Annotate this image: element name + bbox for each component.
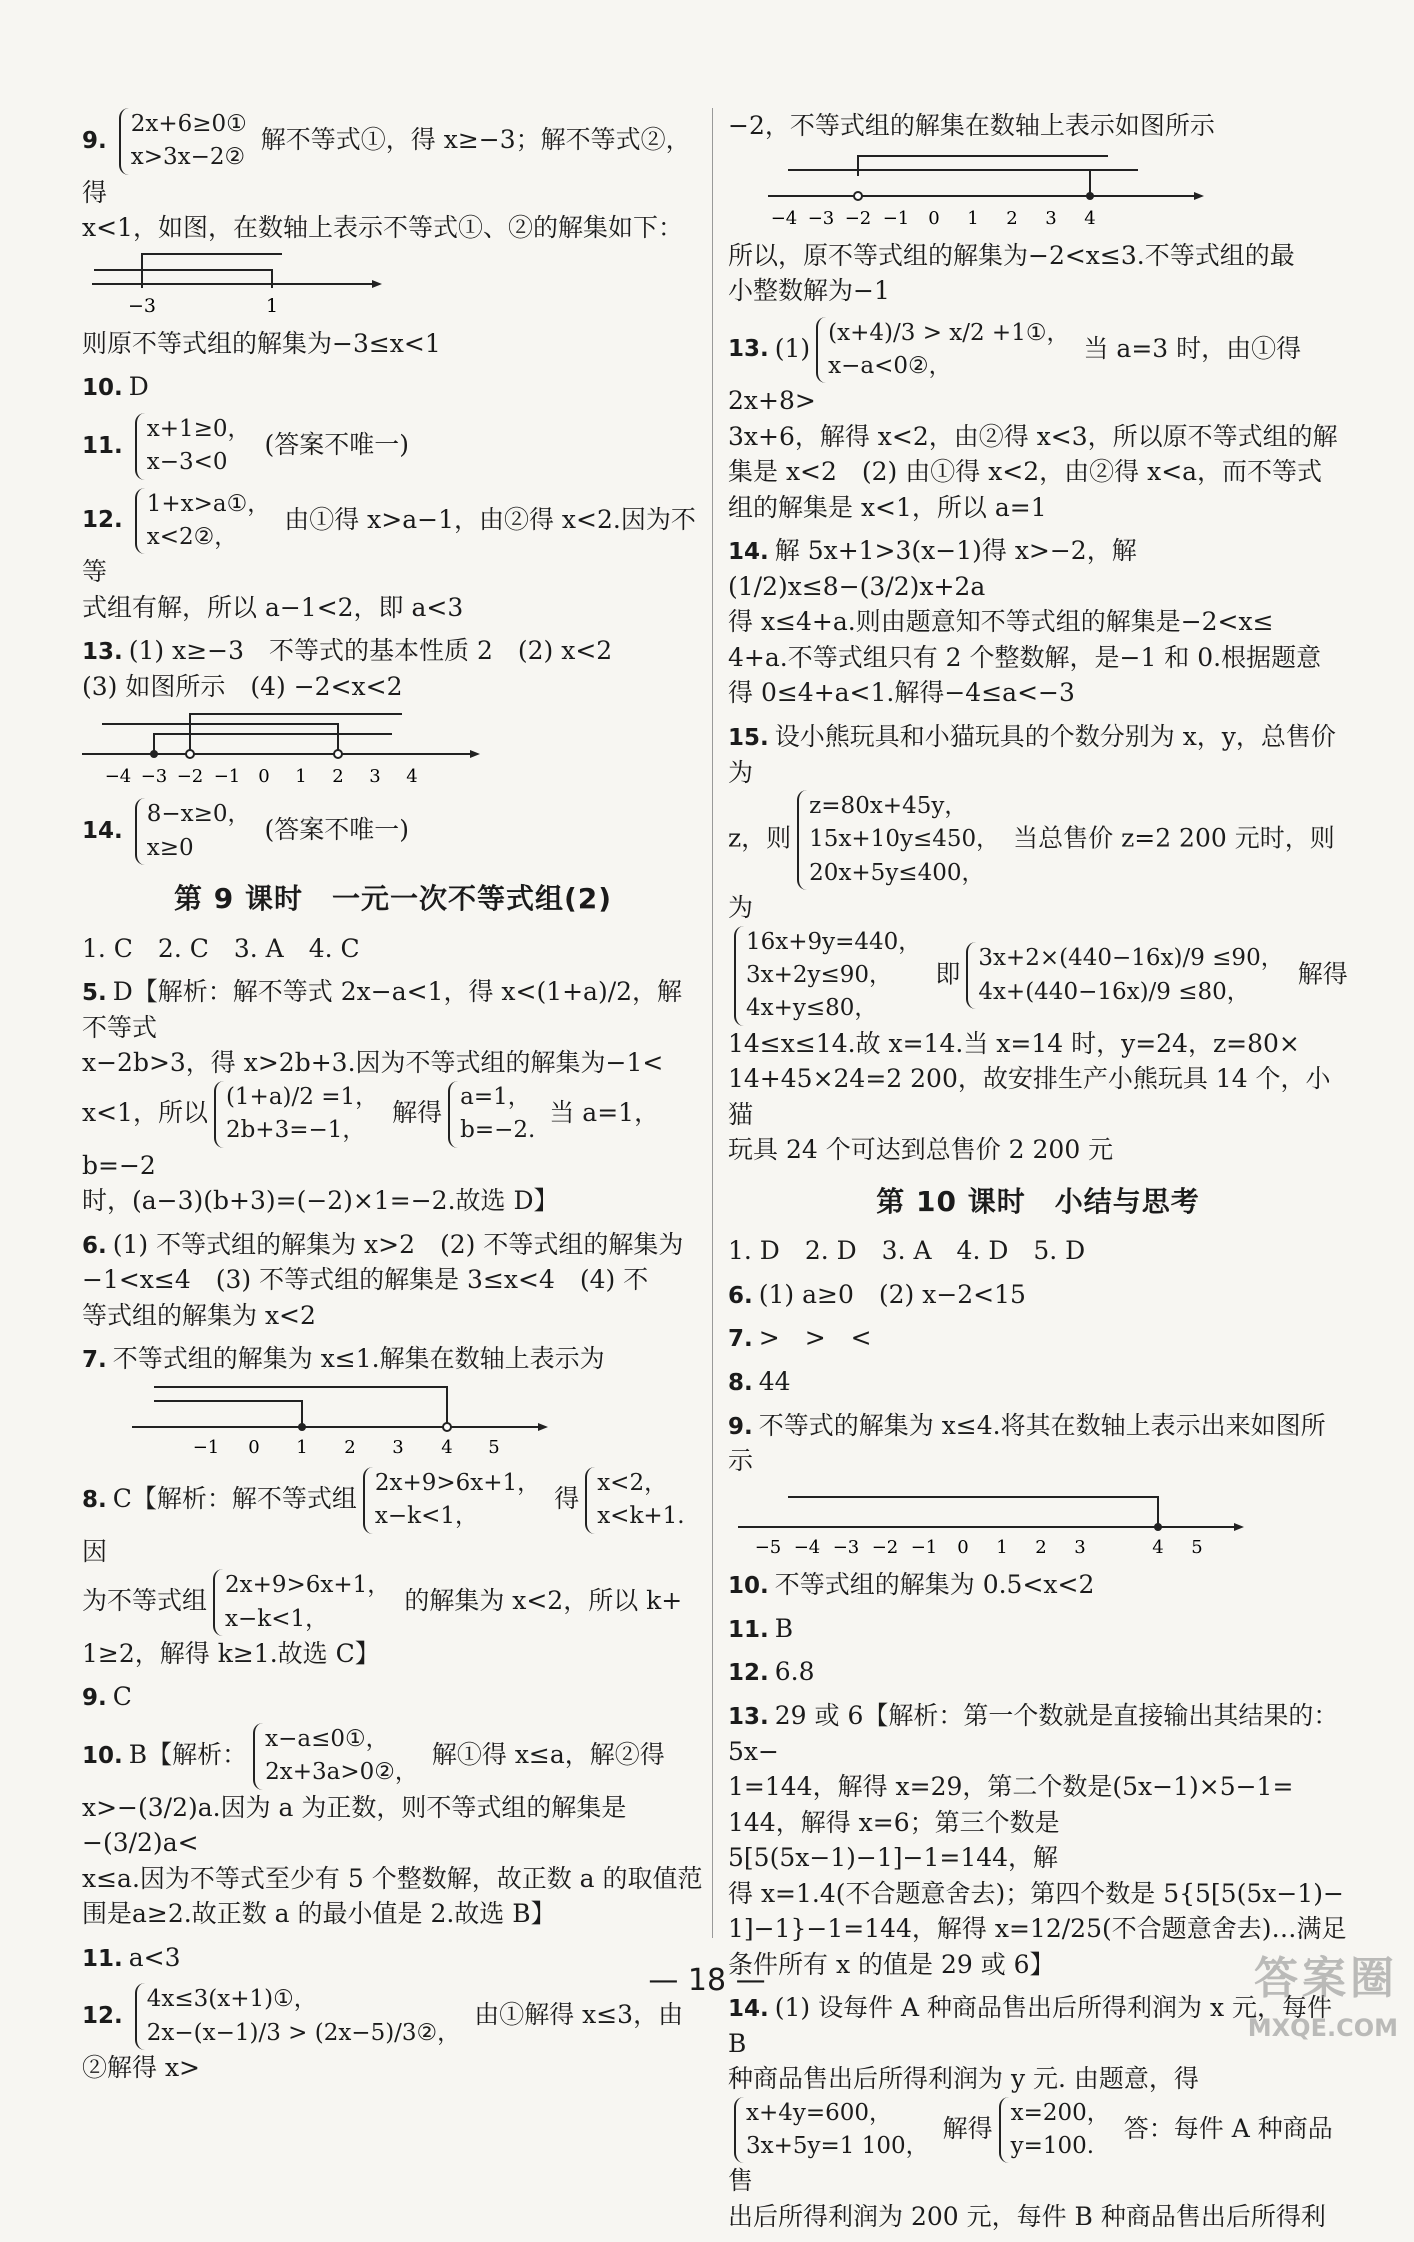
tick-label: 4 [406,766,418,788]
answer-text: 44 [758,1367,791,1397]
number-line-q13 [82,708,704,788]
number-line-t9 [728,1483,1348,1557]
tick-label: −5 [754,1536,782,1557]
answer-text: −2，不等式组的解集在数轴上表示如图所示 [728,111,1215,140]
item-number: 10. [728,1572,769,1599]
answer-text: 不等式组的解集为 0.5<x<2 [774,1569,1095,1599]
item-number: 11. [728,1616,769,1643]
watermark [1248,1948,1398,2045]
answer-text: z，则 [728,823,792,853]
answer-text: 得 0≤4+a<1.解得−4≤a<−3 [728,678,1075,708]
item-number: 10. [82,375,123,402]
tick-label: 0 [957,1536,969,1557]
answer-text: 出后所得利润为 200 元，每件 B 种商品售出后所得利 [728,2201,1326,2231]
sys-line: 4x+(440−16x)/9 ≤80， [978,978,1250,1005]
answer-text: 由①得 x>a−1，由②得 x<2.因为不等 [82,504,696,587]
sys-line: y=100. [1010,2133,1095,2160]
page-number: — 18 — [648,1963,766,1998]
tick-label: −3 [832,1536,860,1557]
number-line-s7 [82,1381,704,1457]
answer-12 [82,488,704,626]
answer-text: a<3 [128,1942,181,1972]
inequality-system [135,413,259,480]
tick-label: 4 [1152,1536,1164,1557]
answer-r14 [728,533,1348,711]
answer-text: 14≤x≤14.故 x=14.当 x=14 时，y=24，z=80× [728,1028,1300,1058]
answer-text: 当 a=3 时，由①得 2x+8> [728,333,1302,416]
answer-text: (答案不唯一) [264,429,410,459]
answer-11 [82,413,704,480]
answer-text: 由①解得 x≤3，由②解得 x> [82,2000,684,2083]
sys-line: 1+x>a①， [146,490,271,517]
tick-label: −1 [192,1436,220,1457]
inequality-system [363,1467,548,1534]
item-number: 6. [82,1232,107,1259]
item-number: 6. [728,1282,753,1309]
sys-line: (1+a)/2 =1， [225,1083,379,1110]
tick-label: 0 [258,766,270,788]
equation-system [448,1081,543,1148]
tick-label: 1 [295,766,307,788]
item-number: 9. [728,1413,753,1440]
item-number: 14. [728,539,769,566]
tick-label: −4 [104,766,132,788]
tick-label: 2 [1035,1536,1047,1557]
answer-text: x≤a.因为不等式至少有 5 个整数解，故正数 a 的取值范 [82,1863,703,1893]
tick-label: 1 [296,1436,308,1457]
section-title-lesson-9: 第 9 课时 一元一次不等式组(2) [173,882,613,916]
answer-text: 14+45×24=2 200，故安排生产小熊玩具 14 个，小猫 [728,1064,1331,1129]
tick-label: 0 [248,1436,260,1457]
item-number: 7. [728,1326,753,1353]
sys-line: z=80x+45y， [809,793,968,819]
answer-text: (1) x≥−3 不等式的基本性质 2 (2) x<2 [128,636,613,666]
sys-line: x=200， [1010,2099,1110,2126]
item-number: 9. [82,127,107,154]
answer-text: 玩具 24 个可达到总售价 2 200 元 [728,1135,1114,1165]
section-title-lesson-10: 第 10 课时 小结与思考 [876,1184,1200,1218]
answer-text: 4+a.不等式组只有 2 个整数解，是−1 和 0.根据题意 [728,642,1322,672]
inequality-system [797,790,1007,890]
answer-text: 得 x=1.4(不合题意舍去)；第四个数是 5{5[5(5x−1)− [728,1878,1344,1908]
answer-text: 得 [554,1483,580,1513]
answer-text: x<1，如图，在数轴上表示不等式①、②的解集如下： [82,213,683,243]
answer-r15 [728,719,1348,1168]
sys-line: x<k+1. [597,1503,685,1530]
answer-text: (1) [774,333,811,363]
tick-label: 1 [996,1536,1008,1557]
answer-text: 为不等式组 [82,1586,208,1615]
item-number: 14. [728,1996,769,2023]
sys-line: x+1≥0， [146,415,251,442]
answer-text: 集是 x<2 (2) 由①得 x<2，由②得 x<a，而不等式 [728,457,1323,487]
sys-line: 2x+3a>0②， [265,1759,418,1786]
answer-text: 6.8 [774,1657,815,1687]
answer-text: 小整数解为−1 [728,276,890,305]
answer-text: (1) a≥0 (2) x−2<15 [758,1279,1026,1309]
answer-10b [82,1723,704,1932]
answer-text: 29 或 6【解析：第一个数就是直接输出其结果的：5x− [728,1700,1339,1766]
item-number: 11. [82,432,123,459]
sys-line: 4x≤3(x+1)①， [146,1986,317,2013]
tick-label: −4 [793,1536,821,1557]
inequality-system [816,317,1077,384]
sys-line: 3x+2×(440−16x)/9 ≤90， [978,945,1284,972]
sys-line: x−k<1， [374,1503,478,1530]
tick-label: −1 [213,766,241,788]
left-column [82,108,704,2094]
answer-t13 [728,1698,1348,1982]
sys-line: x<2②， [146,523,238,550]
answer-text: 1. C 2. C 3. A 4. C [82,933,360,963]
item-number: 13. [82,639,123,666]
sys-line: 3x+5y=1 100， [746,2133,929,2160]
sys-line: 2x+9>6x+1， [225,1572,391,1599]
tick-label: −3 [140,766,168,788]
answer-text: x−2b>3，得 x>2b+3.因为不等式组的解集为−1< [82,1048,664,1078]
answer-text: 144，解得 x=6；第三个数是 5[5(5x−1)−1]−1=144，解 [728,1807,1060,1873]
sys-line: x−k<1， [225,1605,329,1632]
tick-label: 4 [441,1436,453,1457]
sys-line: 2x+9>6x+1， [374,1469,541,1496]
answer-text: 围是a≥2.故正数 a 的最小值是 2.故选 B】 [82,1899,556,1929]
sys-line: x−a≤0①， [265,1726,389,1752]
answer-text: 1]−1}−1=144，解得 x=12/25(不合题意舍去)…满足 [728,1914,1347,1944]
answer-text: 所以，原不等式组的解集为−2<x≤3.不等式组的最 [728,240,1295,270]
inequality-system [135,488,278,555]
tick-label: 0 [928,207,940,228]
tick-label: 3 [1045,207,1057,228]
answers-t1-5 [728,1233,1348,1269]
sys-line: 15x+10y≤450， [809,826,1000,853]
answer-text: > > < [758,1323,872,1353]
answer-text: 1=144，解得 x=29，第二个数是(5x−1)×5−1= [728,1772,1294,1802]
inequality-system [253,1723,426,1790]
tick-label: 5 [1191,1536,1203,1557]
answer-6 [82,1227,704,1334]
item-number: 13. [728,336,769,363]
column-divider [712,108,713,1938]
tick-label: −2 [176,766,204,788]
equation-system [214,1081,386,1148]
inequality-system [585,1467,692,1534]
answer-text: 解得 [942,2113,993,2143]
sys-line: 3x+2y≤90， [746,961,893,988]
answer-t11 [728,1611,1348,1647]
answer-text: 等式组的解集为 x<2 [82,1300,316,1330]
answer-text: 即 [935,959,961,989]
item-number: 12. [82,2003,123,2030]
sys-line: (x+4)/3 > x/2 +1①， [828,319,1070,346]
inequality-system [734,926,929,1026]
sys-line: b=−2. [460,1117,536,1144]
number-line-r12 [728,148,1348,228]
answer-t6 [728,1277,1348,1313]
tick-label: −4 [770,207,798,228]
watermark-logo: 答案圈 [1254,1953,1398,2005]
sys-line: 2x−(x−1)/3 > (2x−5)/3②， [146,2019,461,2046]
inequality-system [966,942,1291,1009]
inequality-system [213,1569,398,1636]
answer-text: (答案不唯一) [264,815,410,845]
sys-line: 2x+6≥0① [130,111,247,137]
answer-t7 [728,1320,1348,1356]
answer-text: 解得 [1297,959,1348,989]
tick-label: 2 [344,1436,356,1457]
answer-text: 设小熊玩具和小猫玩具的个数分别为 x，y，总售价为 [728,721,1336,787]
answer-5 [82,974,704,1218]
answer-text: 则原不等式组的解集为−3≤x<1 [82,328,441,358]
answer-text: 式组有解，所以 a−1<2，即 a<3 [82,592,464,622]
answer-text: 解 5x+1>3(x−1)得 x>−2，解 (1/2)x≤8−(3/2)x+2a [728,536,1137,601]
tick-label: −3 [127,294,157,316]
answer-text: x<1，所以 [82,1097,208,1127]
answer-text: D [128,372,149,402]
answer-text: 解①得 x≤a，解②得 [431,1739,665,1769]
tick-label: 3 [392,1436,404,1457]
answer-text: 时，(a−3)(b+3)=(−2)×1=−2.故选 D】 [82,1186,559,1216]
sys-line: x−a<0②， [828,352,952,379]
answer-text: 3x+6，解得 x<2，由②得 x<3，所以原不等式组的解 [728,421,1338,451]
inequality-system [135,798,259,865]
answer-text: 答：每件 A 种商品售 [728,2113,1333,2196]
answer-text: 因 [82,1536,108,1566]
answer-text: 不等式的解集为 x≤4.将其在数轴上表示出来如图所示 [728,1410,1326,1476]
item-number: 10. [82,1742,123,1769]
tick-label: −1 [910,1536,938,1557]
equation-system [999,2097,1118,2164]
item-number: 5. [82,980,107,1007]
answer-text: 1. D 2. D 3. A 4. D 5. D [728,1236,1086,1266]
answer-text: 不等式组的解集为 x≤1.解集在数轴上表示为 [112,1344,605,1374]
answer-13 [82,633,704,788]
answer-t10 [728,1567,1348,1603]
item-number: 9. [82,1685,107,1712]
answer-text: B [774,1613,794,1643]
sys-line: x>3x−2② [130,144,246,171]
answer-text: 当 a=1，b=−2 [82,1097,660,1180]
answer-t9 [728,1408,1348,1557]
answer-text: (1) 设每件 A 种商品售出后所得利润为 x 元，每件 B [728,1993,1333,2058]
tick-label: 2 [1006,207,1018,228]
tick-label: 2 [332,766,344,788]
tick-label: 5 [488,1436,500,1457]
answer-10 [82,369,704,405]
answer-7 [82,1341,704,1457]
answer-14 [82,798,704,865]
equation-system [734,2097,937,2164]
sys-line: x−3<0 [146,449,228,476]
answer-text: C [112,1682,132,1712]
answer-text: x>−(3/2)a.因为 a 为正数，则不等式组的解集是−(3/2)a< [82,1792,627,1858]
answer-8 [82,1467,704,1671]
item-number: 14. [82,818,123,845]
sys-line: x≥0 [146,834,194,861]
answer-text: B【解析： [128,1739,248,1769]
answer-text: 解得 [392,1097,443,1127]
tick-label: −2 [844,207,872,228]
answer-text: 种商品售出后所得利润为 y 元. 由题意，得 [728,2064,1199,2094]
tick-label: 1 [967,207,979,228]
answer-t12 [728,1654,1348,1690]
sys-line: 16x+9y=440， [746,928,922,955]
sys-line: x<2， [597,1469,668,1496]
answer-text: 组的解集是 x<1，所以 a=1 [728,492,1047,522]
tick-label: 3 [1074,1536,1086,1557]
answer-text: 的解集为 x<2，所以 k+ [404,1586,683,1615]
item-number: 8. [728,1370,753,1397]
item-number: 13. [728,1703,769,1730]
answer-text: 条件所有 x 的值是 29 或 6】 [728,1949,1055,1979]
answer-text: (3) 如图所示 (4) −2<x<2 [82,671,403,701]
answer-r13 [728,317,1348,526]
answer-text: 1≥2，解得 k≥1.故选 C】 [82,1638,380,1668]
answer-text: C【解析：解不等式组 [112,1483,357,1513]
item-number: 11. [82,1945,123,1972]
inequality-system [119,108,255,175]
answer-text: 当总售价 z=2 200 元时，则为 [728,823,1335,923]
item-number: 12. [728,1660,769,1687]
tick-label: 3 [369,766,381,788]
answer-12-continued [728,108,1348,309]
answer-text: (1) 不等式组的解集为 x>2 (2) 不等式组的解集为 [112,1229,684,1259]
answer-9 [82,108,704,361]
item-number: 8. [82,1486,107,1513]
sys-line: x+4y=600， [746,2099,893,2126]
sys-line: 20x+5y≤400， [809,859,985,886]
tick-label: −2 [871,1536,899,1557]
tick-label: −1 [882,207,910,228]
answer-text: 得 x≤4+a.则由题意知不等式组的解集是−2<x≤ [728,607,1274,637]
tick-label: 4 [1084,207,1096,228]
answer-9b [82,1679,704,1715]
sys-line: 8−x≥0， [146,801,251,828]
sys-line: a=1， [460,1083,531,1110]
tick-label: −3 [807,207,835,228]
right-column [728,108,1348,2242]
sys-line: 4x+y≤80， [746,995,878,1022]
item-number: 15. [728,724,769,751]
item-number: 7. [82,1347,107,1374]
tick-label: 1 [265,294,279,316]
answer-text: D【解析：解不等式 2x−a<1，得 x<(1+a)/2，解不等式 [82,977,683,1042]
answer-t8 [728,1364,1348,1400]
answer-text: 解不等式①，得 x≥−3；解不等式②，得 [82,124,691,207]
answers-1-4 [82,931,704,967]
number-line-q9 [82,250,704,316]
answer-text: −1<x≤4 (3) 不等式组的解集是 3≤x<4 (4) 不 [82,1265,649,1295]
item-number: 12. [82,507,123,534]
sys-line: 2b+3=−1， [225,1117,366,1144]
watermark-url: MXQE.COM [1247,2013,1398,2042]
